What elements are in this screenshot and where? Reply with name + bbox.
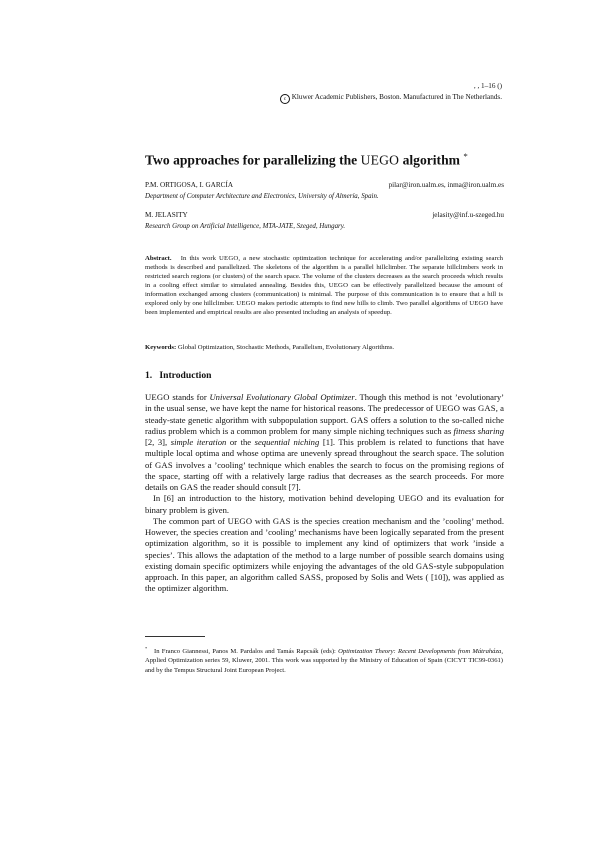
footnote-mark: * [145,646,148,651]
text: is the species creation mechanism and the ’cooling’ method. However, the species creation and ’cooling’ mechanisms have been logically separated from the present optimization algorithm, so it is possible to implement any kind of optimizers that work ’inside a species’. This allows the adaptation of the method to a large number of possible search domains using existing domain specific optimizers while enjoying the advantages of the old [145,515,504,571]
author-names-2: M. JELASITY [145,211,188,219]
title-footnote-mark: * [463,151,468,161]
text: -style subpopulation approach. In this paper, an algorithm called [145,560,504,582]
abstract-text: , a new stochastic optimization technique for accelerating and/or parallelizing existing search methods is described and parallelized. The skeletons of the algorithm is a parallel hillclimber. The separate hillclimbers work in restricted search regions (or clusters) of the search space. The volume of the clusters decreases as the search proceeds which results in a cooling effect similar to simulated annealing. Besides this, [145,255,504,290]
text: or the [226,437,255,447]
abstract-uego: UEGO [328,282,349,290]
publisher-text: Kluwer Academic Publishers, Boston. Manufactured in The Netherlands. [291,93,502,101]
uego-term: UEGO [227,515,253,526]
text: was [460,403,478,414]
paragraph-2 [145,493,504,516]
section-title: Introduction [159,370,212,381]
abstract-uego: UEGO [219,255,239,262]
gas-term: GAS [478,403,496,414]
section-number: 1. [145,370,153,381]
paper-title [145,151,468,169]
paragraph-1 [145,392,504,493]
text: . Though this method is not ’evolutionary’ in the usual sense, we have kept the name for historical reasons. The predecessor of [145,392,504,414]
uego-term: UEGO [145,392,170,402]
gas-term: GAS [272,515,291,526]
abstract-text: have been implemented and empirical results are also presented including an analysis of speedup. [145,300,504,317]
text: stands for [169,392,210,402]
publisher-line [280,92,502,104]
gas-term: GAS [350,414,369,425]
abstract-text: can be effectively parallelized because the amount of information exchanged among clusters (communication) is minimal. The purpose of this communication is to ensure that a hill is explored only by one hillclimber. [145,282,503,308]
copyright-icon: c [280,94,290,104]
sass-term: SASS [299,572,321,582]
text: The common part of [153,515,228,526]
section-heading [145,370,211,381]
keywords-label: Keywords: [145,344,177,351]
footnote-rule [145,636,205,637]
footnote-emph: Optimization Theory: Recent Developments from Mátraháza [338,648,502,656]
paragraph-3 [145,516,504,595]
text: offers a solution to the so-called niche radius problem which is a common problem for many simple niching techniques such as [145,414,504,436]
abstract-uego: UEGO [236,300,256,308]
emph: fitness sharing [453,425,505,436]
footnote-text: In Franco Giannessi, Panos M. Pardalos and Tamás Rapcsák (eds): [154,648,339,656]
text: [2, 3], [145,437,171,447]
text: and its evaluation for binary problem is given. [145,493,504,515]
author-email-1: pilar@iron.ualm.es, inma@iron.ualm.es [388,181,504,189]
title-text-end: algorithm [399,152,460,168]
abstract-text: In this work [180,255,219,262]
text: with [252,515,273,526]
emph: Universal Evolutionary Global Optimizer [209,392,355,402]
gas-term: GAS [155,459,173,470]
author-affiliation-2: Research Group on Artificial Intelligence, MTA-JATE, Szeged, Hungary. [145,223,346,230]
keywords [145,344,394,351]
page-range: , , 1–16 () [473,82,502,90]
text: In [6] an introduction to the history, motivation behind developing [153,493,399,504]
gas-term: GAS [415,560,434,571]
author-affiliation-1: Department of Computer Architecture and Electronics, University of Almería, Spain. [145,193,379,200]
title-uego: UEGO [360,152,400,168]
body-text [145,392,504,595]
emph: sequential niching [254,437,320,447]
text: , a steady-state genetic algorithm with subpopulation support. [145,403,504,425]
text: the reader should consult [7]. [198,482,301,492]
gas-term: GAS [180,482,199,492]
author-email-2: jelasity@inf.u-szeged.hu [432,211,504,219]
emph: simple iteration [170,437,227,447]
uego-term: UEGO [398,493,424,504]
abstract-uego: UEGO [469,300,489,308]
author-names-1: P.M. ORTIGOSA, I. GARCÍA [145,181,234,189]
title-text: Two approaches for parallelizing the [145,152,361,168]
text: , proposed by Solis and Wets ( [10]), was applied as the optimizer algorithm. [145,572,505,594]
abstract [145,254,503,317]
text: [1]. This problem is related to functions that have multiple local optima and whose optima are unevenly spread throughout the search space. The solution of [145,437,505,470]
abstract-text: makes periodic attempts to find new hills to climb. Two parallel algorithms of [255,300,470,308]
text: involves a ’cooling’ technique which enables the search to focus on the promising regions of the space, starting off with a relatively large radius that decreases as the search proceeds. For more details on [145,459,504,492]
keywords-text: Global Optimization, Stochastic Methods, Parallelism, Evolutionary Algorithms. [176,344,395,351]
uego-term: UEGO [435,403,461,414]
abstract-label: Abstract. [145,255,172,262]
footnote [145,644,503,675]
footnote-text: , Applied Optimization series 59, Kluwer, 2001. This work was supported by the Ministry of Education of Spain (CICYT TIC99-0361) and by the Tempus Structural Joint European Project. [145,648,503,674]
